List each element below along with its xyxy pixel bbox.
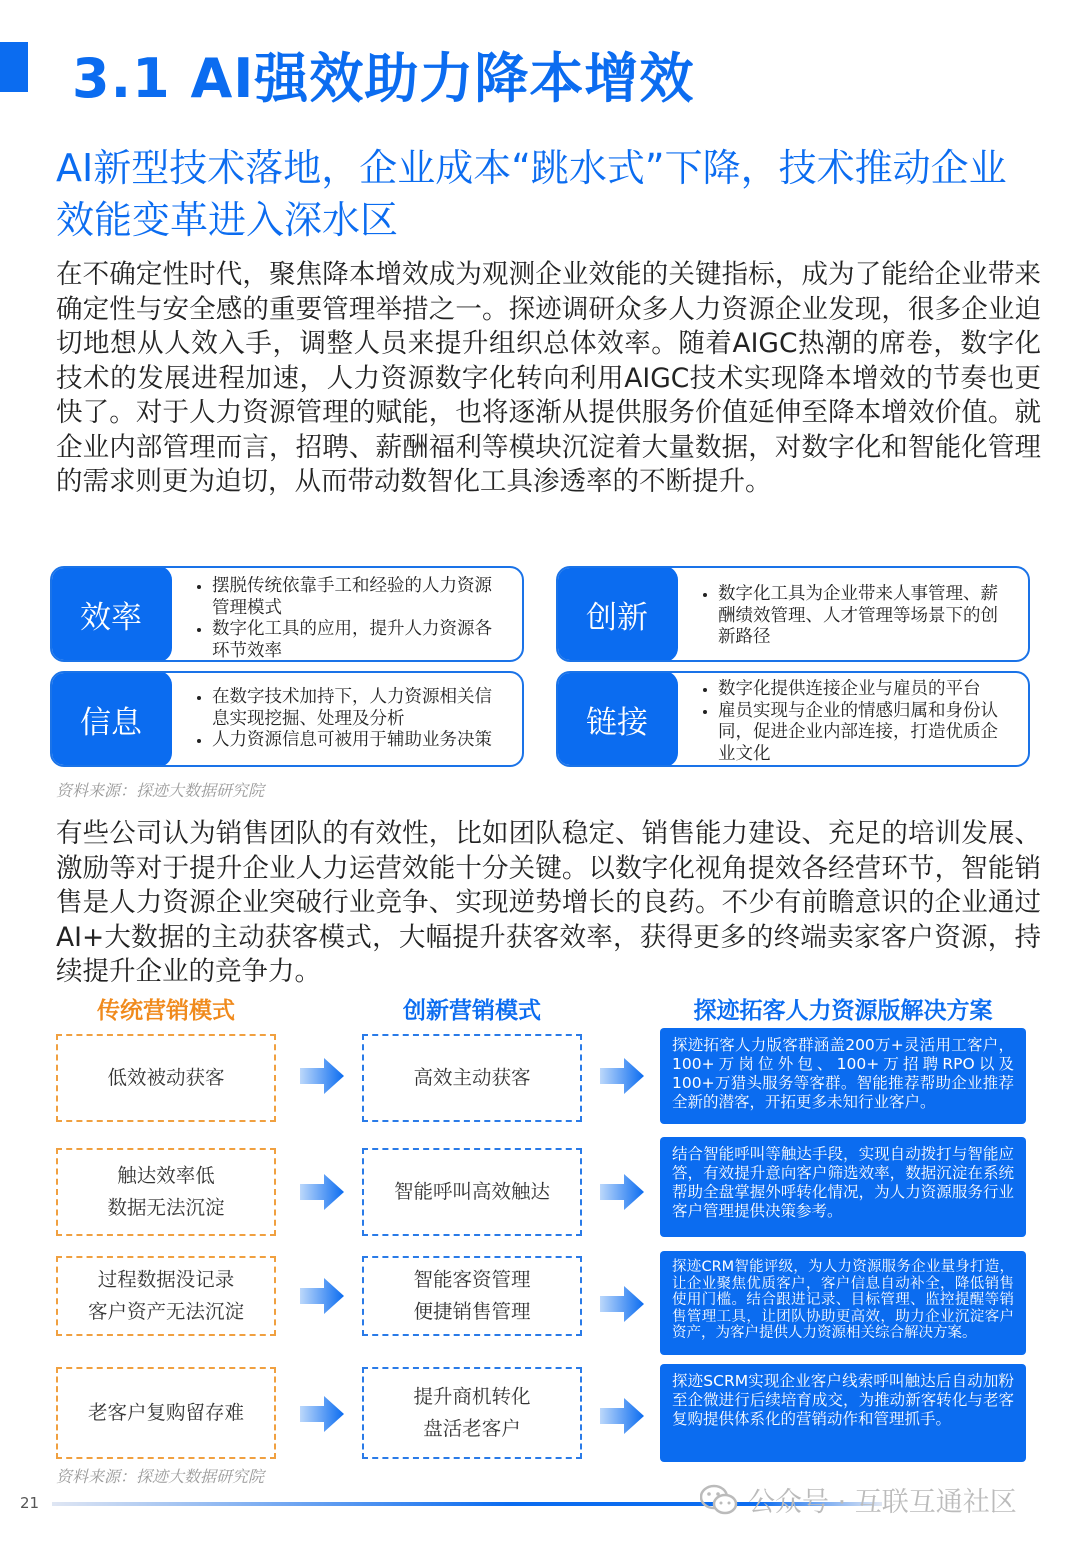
- box-line: 高效主动获客: [413, 1066, 531, 1089]
- innovative-box: [362, 1034, 582, 1122]
- card-point: • 数字化工具的应用，提升人力资源各环节效率: [212, 619, 508, 662]
- card-tag-efficiency: 效率: [50, 566, 172, 662]
- box-line: 便捷销售管理: [413, 1300, 531, 1323]
- arrow-right-icon: [300, 1396, 344, 1432]
- card-points: [186, 687, 508, 752]
- page-subtitle: AI新型技术落地，企业成本“跳水式”下降，技术推动企业效能变革进入深水区: [56, 146, 1007, 242]
- card-point: • 摆脱传统依靠手工和经验的人力资源管理模式: [212, 576, 508, 619]
- wechat-icon: [700, 1484, 738, 1516]
- innovative-box: [362, 1148, 582, 1236]
- box-line: 提升商机转化: [413, 1385, 531, 1408]
- traditional-box: [56, 1148, 276, 1236]
- box-line: 智能呼叫高效触达: [393, 1180, 550, 1203]
- header-solution: 探迹拓客人力资源版解决方案: [693, 998, 993, 1024]
- box-line: 盘活老客户: [423, 1417, 521, 1440]
- arrow-right-icon: [600, 1286, 644, 1322]
- card-point: • 数字化提供连接企业与雇员的平台: [718, 679, 1014, 701]
- card-point: • 数字化工具为企业带来人事管理、薪酬绩效管理、人才管理等场景下的创新路径: [718, 584, 1014, 649]
- card-info: [50, 671, 524, 767]
- box-line: 智能客资管理: [413, 1268, 531, 1291]
- header-traditional: 传统营销模式: [97, 998, 235, 1024]
- arrow-right-icon: [300, 1058, 344, 1094]
- card-point: • 在数字技术加持下，人力资源相关信息实现挖掘、处理及分析: [212, 687, 508, 730]
- solution-box: 探迹拓客人力版客群涵盖200万+灵活用工客户，100+万岗位外包、100+万招聘RPO以及100+万猎头服务等客群。智能推荐帮助企业推荐全新的潜客，开拓更多未知行业客户。: [660, 1028, 1026, 1124]
- innovative-box: [362, 1256, 582, 1336]
- arrow-right-icon: [600, 1398, 644, 1434]
- arrow-right-icon: [600, 1058, 644, 1094]
- arrow-right-icon: [300, 1174, 344, 1210]
- title-accent-bar: [0, 42, 28, 92]
- card-innovation: [556, 566, 1030, 662]
- solution-box: 探迹CRM智能评级，为人力资源服务企业量身打造，让企业聚焦优质客户，客户信息自动补全，降低销售使用门槛。结合跟进记录、目标管理、监控提醒等销售管理工具，让团队协助更高效，助力企业沉淀客户资产，为客户提供人力资源相关综合解决方案。: [660, 1251, 1026, 1355]
- card-points: [186, 576, 508, 662]
- source-note: 资料来源：探迹大数据研究院: [56, 1467, 265, 1486]
- card-tag-link: 链接: [556, 671, 678, 767]
- intro-paragraph: 在不确定性时代，聚焦降本增效成为观测企业效能的关键指标，成为了能给企业带来确定性与安全感的重要管理举措之一。探迹调研众多人力资源企业发现，很多企业迫切地想从人效入手，调整人员来提升组织总体效率。随着AIGC热潮的席卷，数字化技术的发展进程加速，人力资源数字化转向利用AIGC技术实现降本增效的节奏也更快了。对于人力资源管理的赋能，也将逐渐从提供服务价值延伸至降本增效价值。就企业内部管理而言，招聘、薪酬福利等模块沉淀着大量数据，对数字化和智能化管理的需求则更为迫切，从而带动数智化工具渗透率的不断提升。: [56, 259, 1041, 497]
- traditional-box: [56, 1034, 276, 1122]
- box-line: 数据无法沉淀: [107, 1196, 225, 1219]
- arrow-right-icon: [600, 1174, 644, 1210]
- watermark: [700, 1480, 1017, 1519]
- box-line: 低效被动获客: [107, 1066, 225, 1089]
- box-line: 客户资产无法沉淀: [87, 1300, 244, 1323]
- card-points: [692, 679, 1014, 765]
- card-tag-innovation: 创新: [556, 566, 678, 662]
- solution-box: 探迹SCRM实现企业客户线索呼叫触达后自动加粉至企微进行后续培育成交，为推动新客转化与老客复购提供体系化的营销动作和管理抓手。: [660, 1364, 1026, 1462]
- card-tag-info: 信息: [50, 671, 172, 767]
- arrow-right-icon: [300, 1278, 344, 1314]
- card-point: • 雇员实现与企业的情感归属和身份认同，促进企业内部连接，打造优质企业文化: [718, 701, 1014, 766]
- header-innovative: 创新营销模式: [403, 998, 541, 1024]
- traditional-box: [56, 1367, 276, 1459]
- box-line: 过程数据没记录: [97, 1268, 235, 1291]
- watermark-text: 公众号 · 互联互通社区: [748, 1487, 1017, 1518]
- box-line: 触达效率低: [117, 1164, 215, 1187]
- card-point: • 人力资源信息可被用于辅助业务决策: [212, 730, 508, 752]
- card-link: [556, 671, 1030, 767]
- card-points: [692, 584, 1014, 649]
- solution-box: 结合智能呼叫等触达手段，实现自动拨打与智能应答，有效提升意向客户筛选效率，数据沉淀在系统帮助全盘掌握外呼转化情况，为人力资源服务行业客户管理提供决策参考。: [660, 1137, 1026, 1237]
- sales-paragraph: 有些公司认为销售团队的有效性，比如团队稳定、销售能力建设、充足的培训发展、激励等对于提升企业人力运营效能十分关键。以数字化视角提效各经营环节，智能销售是人力资源企业突破行业竞争、实现逆势增长的良药。不少有前瞻意识的企业通过AI+大数据的主动获客模式，大幅提升获客效率，获得更多的终端卖家客户资源，持续提升企业的竞争力。: [56, 818, 1041, 987]
- box-line: 老客户复购留存难: [87, 1401, 244, 1424]
- innovative-box: [362, 1367, 582, 1459]
- source-note: 资料来源：探迹大数据研究院: [56, 781, 265, 800]
- page-title: 3.1 AI强效助力降本增效: [72, 47, 695, 110]
- traditional-box: [56, 1256, 276, 1336]
- page-number: 21: [20, 1494, 40, 1512]
- card-efficiency: [50, 566, 524, 662]
